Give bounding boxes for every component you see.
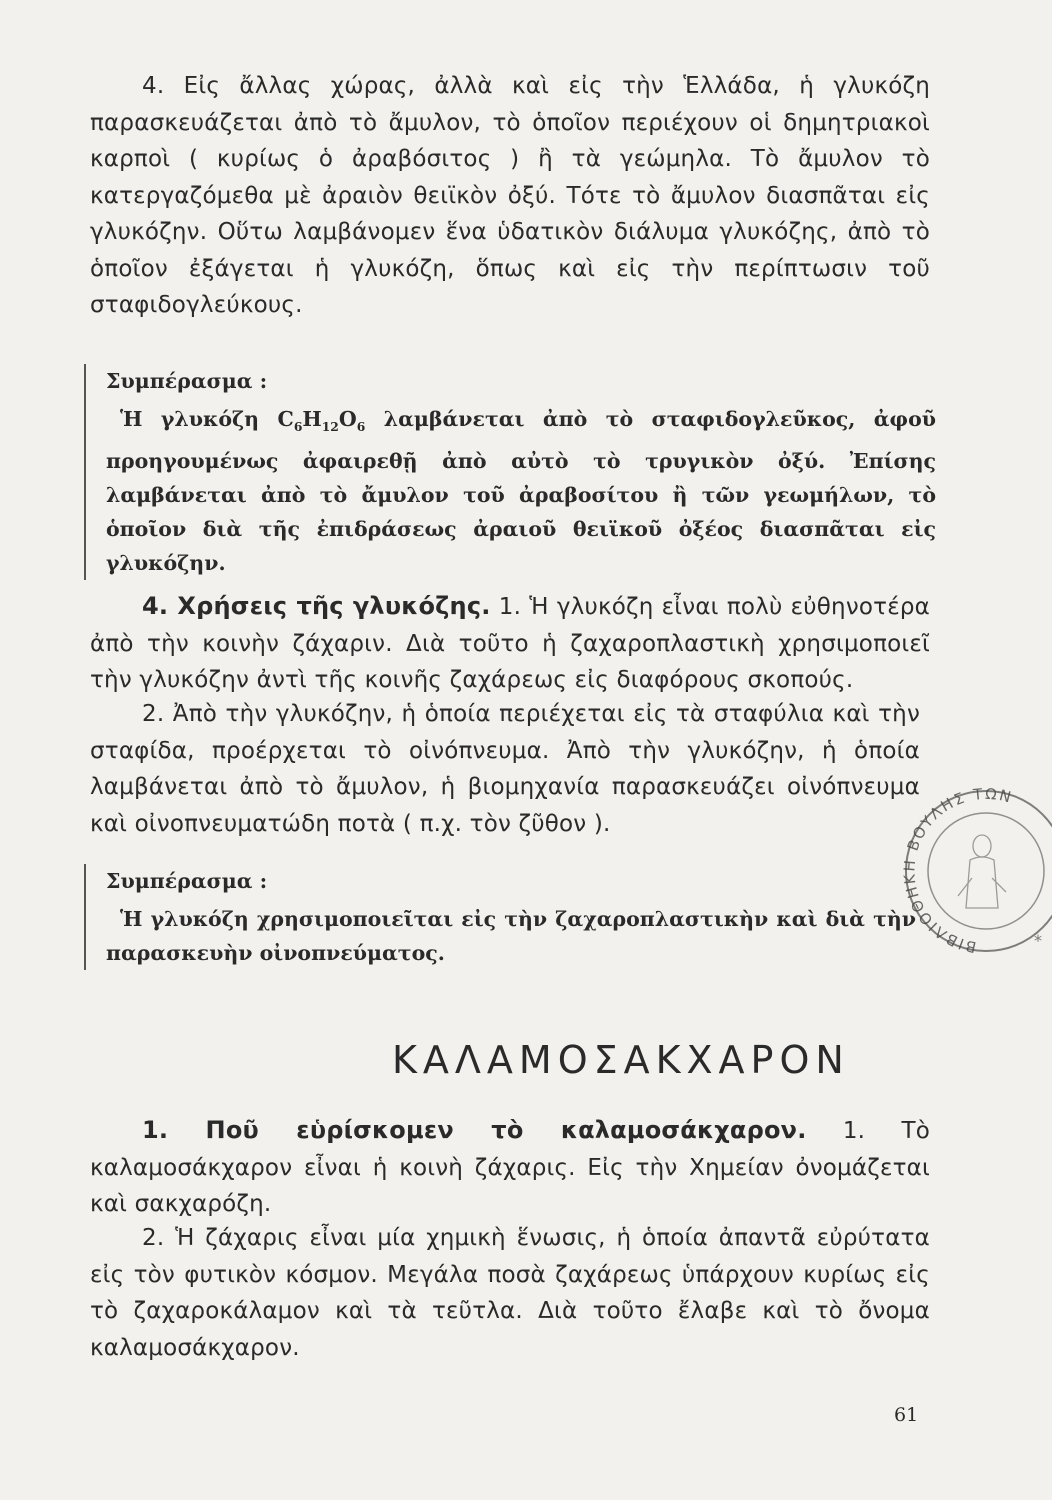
conclusion-2-heading: Συμπέρασμα :	[106, 869, 268, 893]
section-4-paragraph-2	[90, 696, 920, 842]
library-stamp	[888, 768, 1052, 968]
section-4-heading: 4. Χρήσεις τῆς γλυκόζης.	[142, 592, 491, 620]
section-4-p2: 2. Ἀπὸ τὴν γλυκόζην, ἡ ὁποία περιέχεται εἰς τὰ σταφύλια καὶ τὴν σταφίδα, προέρχεται τὸ οἰνόπνευμα. Ἀπὸ τὴν γλυκόζην, ἡ ὁποία λαμβάνεται ἀπὸ τὸ ἄμυλον, ἡ βιομηχανία παρασκευάζει οἰνόπνευμα καὶ οἰνοπνευματώδη ποτὰ ( π.χ. τὸν ζῦθον ).	[90, 701, 920, 837]
section-4-p1: 1. Ἡ γλυκόζη εἶναι πολὺ εὐθηνοτέρα ἀπὸ τὴν κοινὴν ζάχαριν. Διὰ τοῦτο ἡ ζαχαροπλαστικὴ χρησιμοποιεῖ τὴν γλυκόζην ἀντὶ τῆς κοινῆς ζαχάρεως εἰς διαφόρους σκοπούς.	[90, 594, 930, 693]
conclusion-1-text: Ἡ γλυκόζη $C_6H_{12}O_6$ λαμβάνεται ἀπὸ τὸ σταφιδογλεῦκος, ἀφοῦ προηγουμένως ἀφαιρεθῇ ἀπὸ αὐτὸ τὸ τρυγικὸν ὀξύ. Ἐπίσης λαμβάνεται ἀπὸ τὸ ἄμυλον τοῦ ἀραβοσίτου ἢ τῶν γεωμήλων, τὸ ὁποῖον διὰ τῆς ἐπιδράσεως ἀραιοῦ θειϊκοῦ ὀξέος διασπᾶται εἰς γλυκόζην.	[106, 407, 936, 576]
stamp-figure-icon	[958, 835, 1006, 908]
conclusion-1-heading: Συμπέρασμα :	[106, 369, 268, 393]
paragraph-4	[90, 68, 930, 324]
section-1-p2: 2. Ἡ ζάχαρις εἶναι μία χημικὴ ἕνωσις, ἡ ὁποία ἀπαντᾶ εὐρύτατα εἰς τὸν φυτικὸν κόσμον. Μεγάλα ποσὰ ζαχάρεως ὑπάρχουν κυρίως εἰς τὸ ζαχαροκάλαμον καὶ τὰ τεῦτλα. Διὰ τοῦτο ἔλαβε καὶ τὸ ὄνομα καλαμοσάκχαρον.	[90, 1225, 930, 1361]
conclusion-2-text: Ἡ γλυκόζη χρησιμοποιεῖται εἰς τὴν ζαχαροπλαστικὴν καὶ διὰ τὴν παρασκευὴν οἰνοπνεύματος.	[106, 907, 916, 965]
conclusion-box-1	[84, 364, 936, 580]
stamp-star-icon: *	[1034, 931, 1042, 950]
section-1-paragraph-1	[90, 1112, 930, 1223]
section-1-p1: 1. Τὸ καλαμοσάκχαρον εἶναι ἡ κοινὴ ζάχαρις. Εἰς τὴν Χημείαν ὀνομάζεται καὶ σακχαρόζη.	[90, 1118, 930, 1217]
section-1-heading: 1. Ποῦ εὑρίσκομεν τὸ καλαμοσάκχαρον.	[142, 1116, 807, 1144]
conclusion-box-2	[84, 864, 916, 970]
paragraph-4-text: 4. Εἰς ἄλλας χώρας, ἀλλὰ καὶ εἰς τὴν Ἑλλάδα, ἡ γλυκόζη παρασκευάζεται ἀπὸ τὸ ἄμυλον, τὸ ὁποῖον περιέχουν οἱ δημητριακοὶ καρποὶ ( κυρίως ὁ ἀραβόσιτος ) ἢ τὰ γεώμηλα. Τὸ ἄμυλον τὸ κατεργαζόμεθα μὲ ἀραιὸν θειϊκὸν ὀξύ. Τότε τὸ ἄμυλον διασπᾶται εἰς γλυκόζην. Οὕτω λαμβάνομεν ἕνα ὑδατικὸν διάλυμα γλυκόζης, ἀπὸ τὸ ὁποῖον ἐξάγεται ἡ γλυκόζη, ὅπως καὶ εἰς τὴν περίπτωσιν τοῦ σταφιδογλεύκους.	[90, 73, 930, 318]
chapter-title: ΚΑΛΑΜΟΣΑΚΧΑΡΟΝ	[392, 1038, 850, 1082]
stamp-text: ΒΙΒΛΙΟΘΗΚΗ ΒΟΥΛΗΣ ΤΩΝ	[900, 784, 1015, 957]
section-1-paragraph-2	[90, 1220, 930, 1366]
page-number: 61	[894, 1404, 919, 1426]
stamp-inner-ring	[928, 813, 1044, 929]
section-4-paragraph-1	[90, 588, 930, 699]
